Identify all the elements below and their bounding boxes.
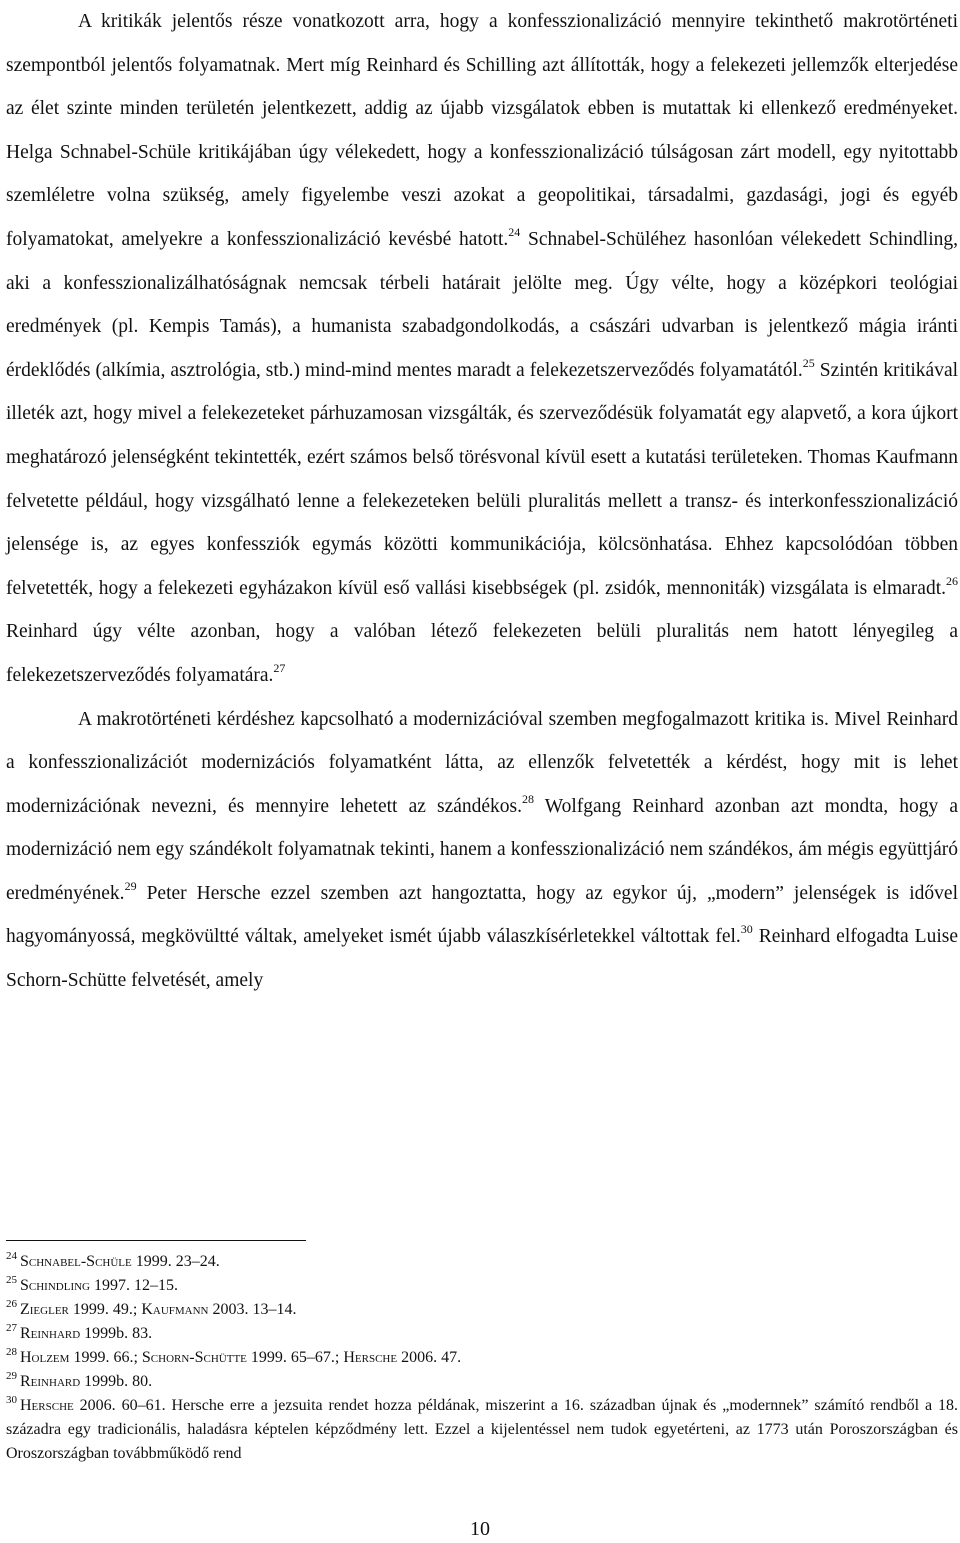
paragraph-text-run: Peter Hersche ezzel szemben azt hangoztatta, hogy az egykor új, „modern” jelenségek is idővel hagyományossá, megkövültté váltak, amelyeket ismét újabb válaszkísérletekkel váltottak fel. <box>6 882 958 948</box>
footnote-reference[interactable]: 30 <box>740 922 753 937</box>
footnote-number: 25 <box>6 1274 17 1286</box>
footnote-number: 26 <box>6 1298 17 1310</box>
footnotes <box>6 1250 958 1466</box>
footnote-number: 30 <box>6 1394 17 1406</box>
footnote-text: 1999. 49.; <box>68 1301 142 1318</box>
footnote-text: 2006. 47. <box>397 1349 462 1366</box>
paragraph-text-run: Schnabel-Schüléhez hasonlóan vélekedett Schindling, aki a konfesszionalizálhatóságnak nemcsak térbeli határait jelölte meg. Úgy vélte, hogy a középkori teológiai eredmények (pl. Kempis Tamás), a humanista szabadgondolkodás, a császári udvarban is jelentkező mágia iránti érdeklődés (alkímia, asztrológia, stb.) mind-mind mentes maradt a felekezetszerveződés folyamatától. <box>6 228 958 381</box>
footnote-24 <box>6 1250 958 1274</box>
footnote-reference[interactable]: 25 <box>802 355 815 370</box>
author-name: Reinhard <box>20 1325 81 1342</box>
footnote-text: 1997. 12–15. <box>90 1277 178 1294</box>
footnote-number: 27 <box>6 1322 17 1334</box>
footnote-separator <box>6 1240 306 1241</box>
author-name: Ziegler <box>20 1301 69 1318</box>
footnote-reference[interactable]: 28 <box>522 791 535 806</box>
footnote-25 <box>6 1274 958 1298</box>
author-name: Schnabel-Schüle <box>20 1253 132 1270</box>
footnote-29 <box>6 1370 958 1394</box>
author-name: Holzem <box>20 1349 70 1366</box>
footnote-text: 1999b. 83. <box>80 1325 153 1342</box>
footnote-number: 29 <box>6 1370 17 1382</box>
footnote-text: 1999. 65–67.; <box>246 1349 344 1366</box>
paragraph-text-run: Szintén kritikával illeték azt, hogy mivel a felekezeteket párhuzamosan vizsgálták, és szerveződésük folyamatát egy alapvető, a kora újkort meghatározó jelenségként tekintették, ezért számos belső törésvonal kívül esett a kutatási területeken. Thomas Kaufmann felvetette például, hogy vizsgálható lenne a felekezeteken belüli pluralitás mellett a transz- és interkonfesszionalizáció jelensége is, az egyes konfessziók egymás közötti kommunikációja, kölcsönhatása. Ehhez kapcsolódóan többen felvetették, hogy a felekezeti egyházakon kívül eső vallási kisebbségek (pl. zsidók, mennoniták) vizsgálata is elmaradt. <box>6 359 959 599</box>
footnote-text: 2006. 60–61. Hersche erre a jezsuita rendet hozza példának, miszerint a 16. században újnak és „modernnek” számító rendből a 18. századra egy tradicionális, haladásra képtelen képződmény lett. Ezzel a kijelentéssel nem tudok egyetérteni, az 1773 után Poroszországban és Oroszországban továbbműködő rend <box>6 1397 958 1462</box>
footnote-26 <box>6 1298 958 1322</box>
paragraph-text-run: Wolfgang Reinhard azonban azt mondta, hogy a modernizáció nem egy szándékolt folyamatnak tekinti, hanem a konfesszionalizáció nem szándékos, ám mégis együttjáró eredményének. <box>6 795 958 904</box>
footnote-27 <box>6 1322 958 1346</box>
author-name: Hersche <box>20 1397 74 1414</box>
author-name: Reinhard <box>20 1373 81 1390</box>
footnote-number: 28 <box>6 1346 17 1358</box>
author-name: Schindling <box>20 1277 90 1294</box>
footnote-30 <box>6 1394 958 1466</box>
paragraph-text-run: A makrotörténeti kérdéshez kapcsolható a modernizációval szemben megfogalmazott kritika is. Mivel Reinhard a konfesszionalizációt modernizációs folyamatként látta, az ellenzők felvetették a kérdést, hogy mit is lehet modernizációnak nevezni, és mennyire lehetett az szándékos. <box>6 708 958 817</box>
footnote-text: 2003. 13–14. <box>208 1301 297 1318</box>
footnote-28 <box>6 1346 958 1370</box>
page-number: 10 <box>470 1518 490 1540</box>
author-name: Kaufmann <box>141 1301 209 1318</box>
body-paragraph-2 <box>6 698 958 1003</box>
footnote-reference[interactable]: 29 <box>124 878 137 893</box>
paragraph-text-run: Reinhard úgy vélte azonban, hogy a valóban létező felekezeten belüli pluralitás nem hatott lényegileg a felekezetszerveződés folyamatára. <box>6 621 958 686</box>
footnote-text: 1999. 66.; <box>69 1349 142 1366</box>
paragraph-text-run: A kritikák jelentős része vonatkozott arra, hogy a konfesszionalizáció mennyire tekinthető makrotörténeti szempontból jelentős folyamatnak. Mert míg Reinhard és Schilling azt állították, hogy a felekezeti jellemzők elterjedése az élet szinte minden területén jelentkezett, addig az újabb vizsgálatok ebben is mutattak ki ellenkező eredményeket. Helga Schnabel-Schüle kritikájában úgy vélekedett, hogy a konfesszionalizáció túlságosan zárt modell, egy nyitottabb szemléletre volna szükség, amely figyelembe veszi azokat a geopolitikai, társadalmi, gazdasági, jogi és egyéb folyamatokat, amelyekre a konfesszionalizáció kevésbé hatott. <box>6 11 958 250</box>
paragraph-text-run: Reinhard elfogadta Luise Schorn-Schütte felvetését, amely <box>6 926 958 992</box>
author-name: Hersche <box>343 1349 398 1366</box>
footnote-number: 24 <box>6 1250 17 1262</box>
document-page <box>6 0 958 1003</box>
footnote-reference[interactable]: 27 <box>273 660 286 675</box>
footnote-reference[interactable]: 24 <box>508 224 521 239</box>
footnote-text: 1999b. 80. <box>80 1373 153 1390</box>
author-name: Schorn-Schütte <box>141 1349 247 1366</box>
body-paragraph-1 <box>6 0 958 698</box>
footnote-text: 1999. 23–24. <box>131 1253 220 1270</box>
footnote-reference[interactable]: 26 <box>946 573 958 588</box>
